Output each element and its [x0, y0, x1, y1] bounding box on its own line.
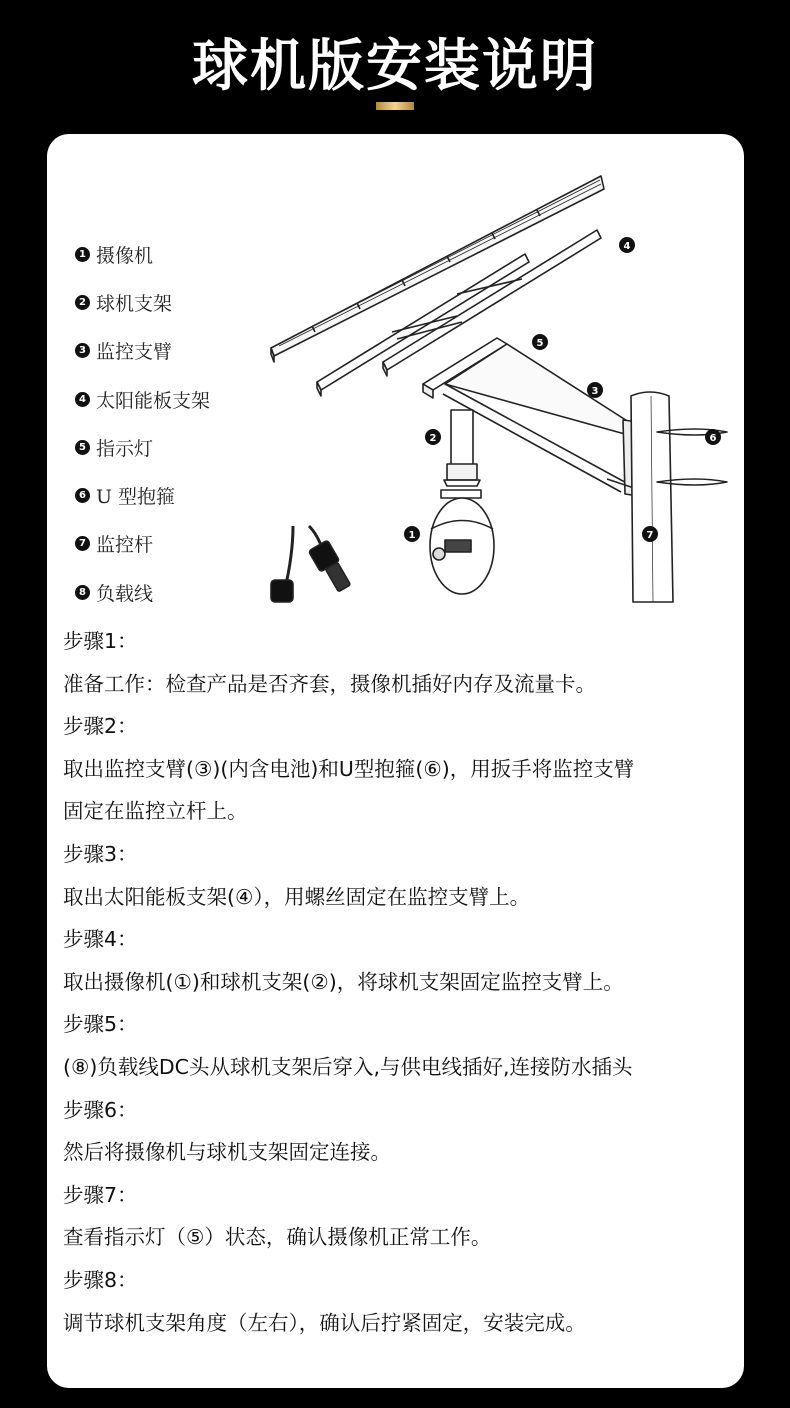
step-text: (⑧)负载线DC头从球机支架后穿入,与供电线插好,连接防水插头 — [63, 1054, 633, 1079]
marker-4 — [619, 237, 635, 253]
marker-2 — [425, 429, 441, 445]
step-text: 固定在监控立杆上。 — [63, 799, 248, 824]
legend-item — [75, 327, 210, 375]
legend-label: 指示灯 — [96, 437, 154, 460]
legend-item — [75, 375, 210, 423]
step-text: 调节球机支架角度（左右），确认后拧紧固定，安装完成。 — [63, 1310, 586, 1335]
title-underline — [376, 102, 414, 110]
marker-3 — [587, 382, 603, 398]
marker-1 — [404, 526, 420, 542]
step-heading: 步骤5： — [63, 1012, 138, 1037]
legend-label: 负载线 — [96, 582, 154, 605]
step-text: 取出摄像机(①)和球机支架(②)，将球机支架固定监控支臂上。 — [63, 969, 624, 994]
legend-number: 5 — [75, 440, 90, 455]
page-title: 球机版安装说明 — [192, 34, 598, 99]
svg-text:4: 4 — [623, 241, 631, 252]
monitoring-pole — [631, 392, 673, 602]
legend-item — [75, 568, 210, 616]
parts-legend — [75, 230, 210, 616]
svg-text:6: 6 — [709, 433, 717, 444]
marker-7 — [642, 526, 658, 542]
legend-number: 7 — [75, 536, 90, 551]
legend-label: 摄像机 — [96, 244, 154, 267]
svg-text:7: 7 — [646, 530, 654, 541]
legend-label: 监控杆 — [96, 534, 154, 557]
legend-item — [75, 278, 210, 326]
legend-number: 1 — [75, 247, 90, 262]
marker-5 — [532, 334, 548, 350]
svg-text:3: 3 — [591, 386, 599, 397]
legend-item — [75, 520, 210, 568]
svg-text:2: 2 — [429, 433, 437, 444]
legend-label: U 型抱箍 — [96, 486, 176, 509]
legend-number: 4 — [75, 392, 90, 407]
step-heading: 步骤2： — [63, 714, 138, 739]
step-text: 查看指示灯（⑤）状态，确认摄像机正常工作。 — [63, 1225, 492, 1250]
instruction-card — [47, 134, 744, 1388]
dome-camera — [430, 490, 494, 594]
step-heading: 步骤3： — [63, 841, 138, 866]
legend-number: 3 — [75, 343, 90, 358]
step-text: 然后将摄像机与球机支架固定连接。 — [63, 1140, 391, 1165]
step-heading: 步骤1： — [63, 629, 138, 653]
legend-label: 太阳能板支架 — [96, 389, 211, 412]
step-text: 取出监控支臂(③)(内含电池)和U型抱箍(⑥)，用扳手将监控支臂 — [63, 756, 635, 781]
step-heading: 步骤7： — [63, 1182, 138, 1207]
legend-number: 6 — [75, 488, 90, 503]
legend-item — [75, 423, 210, 471]
step-heading: 步骤6： — [63, 1097, 138, 1122]
legend-label: 监控支臂 — [96, 341, 173, 364]
svg-text:5: 5 — [536, 338, 544, 349]
legend-number: 2 — [75, 295, 90, 310]
legend-item — [75, 471, 210, 519]
legend-label: 球机支架 — [96, 292, 173, 315]
cable-connectors — [271, 540, 351, 602]
dome-camera-bracket — [444, 410, 480, 486]
svg-text:1: 1 — [408, 530, 416, 541]
step-heading: 步骤8： — [63, 1267, 138, 1292]
legend-item — [75, 230, 210, 278]
marker-6 — [705, 429, 721, 445]
legend-number: 8 — [75, 585, 90, 600]
step-text: 准备工作：检查产品是否齐套，摄像机插好内存及流量卡。 — [63, 671, 596, 696]
step-heading: 步骤4： — [63, 927, 138, 952]
step-text: 取出太阳能板支架(④），用螺丝固定在监控支臂上。 — [63, 884, 531, 909]
installation-steps — [63, 620, 733, 1344]
